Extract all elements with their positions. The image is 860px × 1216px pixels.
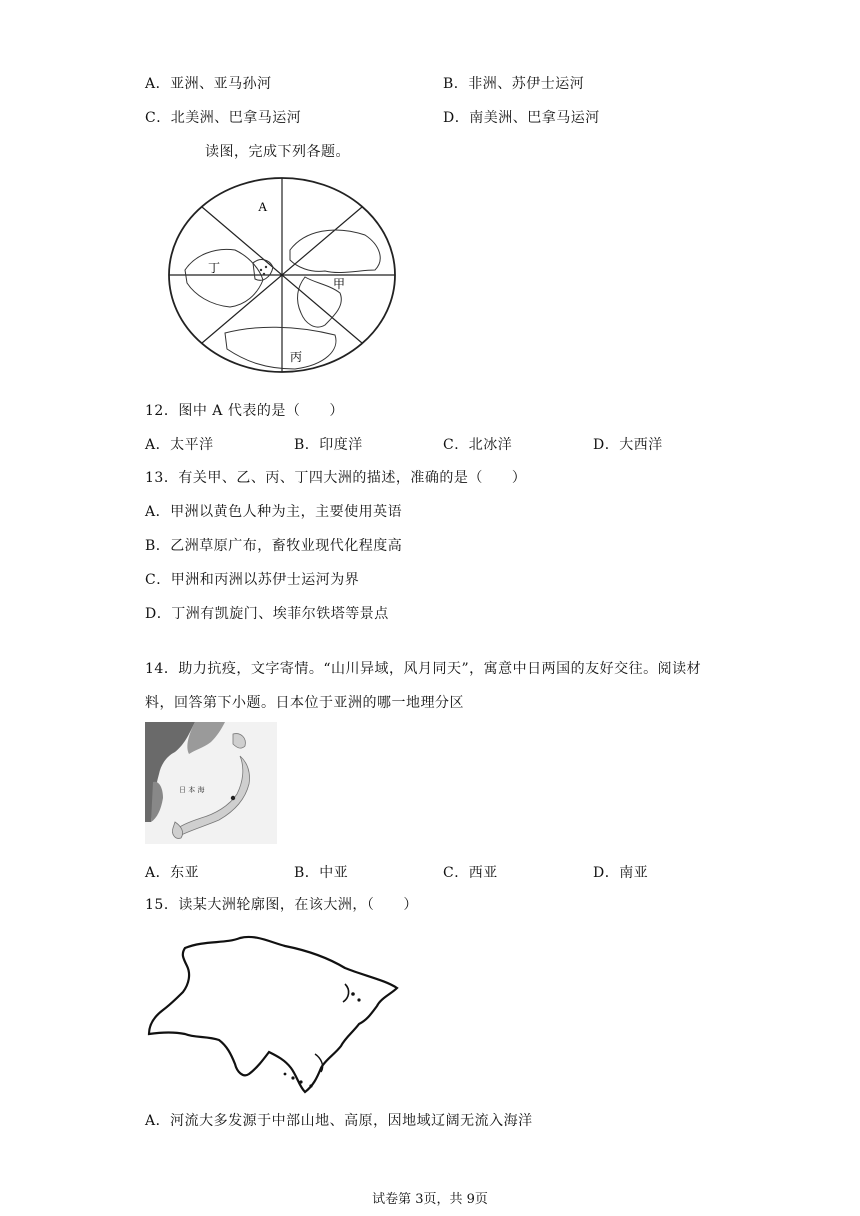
polar-projection-map xyxy=(165,175,405,375)
q11-option-d: D．南美洲、巴拿马运河 xyxy=(443,110,600,126)
q11-option-a: A．亚洲、亚马孙河 xyxy=(145,76,272,92)
q12-option-c: C．北冰洋 xyxy=(443,437,513,453)
japan-region-map xyxy=(145,722,277,844)
map-label-a: A xyxy=(258,199,268,214)
q12-option-d: D．大西洋 xyxy=(593,437,663,453)
intro-text: 读图，完成下列各题。 xyxy=(205,144,350,160)
q14-option-d: D．南亚 xyxy=(593,865,649,881)
asia-outline-map xyxy=(145,928,405,1098)
q12-stem: 12．图中 A 代表的是（ ） xyxy=(145,403,344,419)
page-footer: 试卷第 3页，共 9页 xyxy=(372,1192,488,1207)
q13-stem: 13．有关甲、乙、丙、丁四大洲的描述，准确的是（ ） xyxy=(145,470,527,486)
q12-option-b: B．印度洋 xyxy=(294,437,363,453)
q11-option-c: C．北美洲、巴拿马运河 xyxy=(145,110,302,126)
q13-option-b: B．乙洲草原广布，畜牧业现代化程度高 xyxy=(145,538,403,554)
map-label-ding: 丁 xyxy=(208,261,221,275)
map-label-bing: 丙 xyxy=(290,350,303,364)
q13-option-d: D．丁洲有凯旋门、埃菲尔铁塔等景点 xyxy=(145,606,389,622)
q14-option-b: B．中亚 xyxy=(294,865,349,881)
q14-option-c: C．西亚 xyxy=(443,865,498,881)
q12-option-a: A．太平洋 xyxy=(145,437,214,453)
map-label-sea: 日 本 海 xyxy=(179,786,205,794)
q13-option-a: A．甲洲以黄色人种为主，主要使用英语 xyxy=(145,504,403,520)
q14-stem-line1: 14．助力抗疫，文字寄情。“山川异域，风月同天”，寓意中日两国的友好交往。阅读材 xyxy=(145,661,702,677)
q15-stem: 15．读某大洲轮廓图，在该大洲，（ ） xyxy=(145,897,418,913)
q14-stem-line2: 料，回答第下小题。日本位于亚洲的哪一地理分区 xyxy=(145,695,464,711)
q11-option-b: B．非洲、苏伊士运河 xyxy=(443,76,585,92)
q14-option-a: A．东亚 xyxy=(145,865,200,881)
map-label-jia: 甲 xyxy=(333,277,346,291)
q15-option-a: A．河流大多发源于中部山地、高原，因地域辽阔无流入海洋 xyxy=(145,1113,533,1129)
q13-option-c: C．甲洲和丙洲以苏伊士运河为界 xyxy=(145,572,360,588)
